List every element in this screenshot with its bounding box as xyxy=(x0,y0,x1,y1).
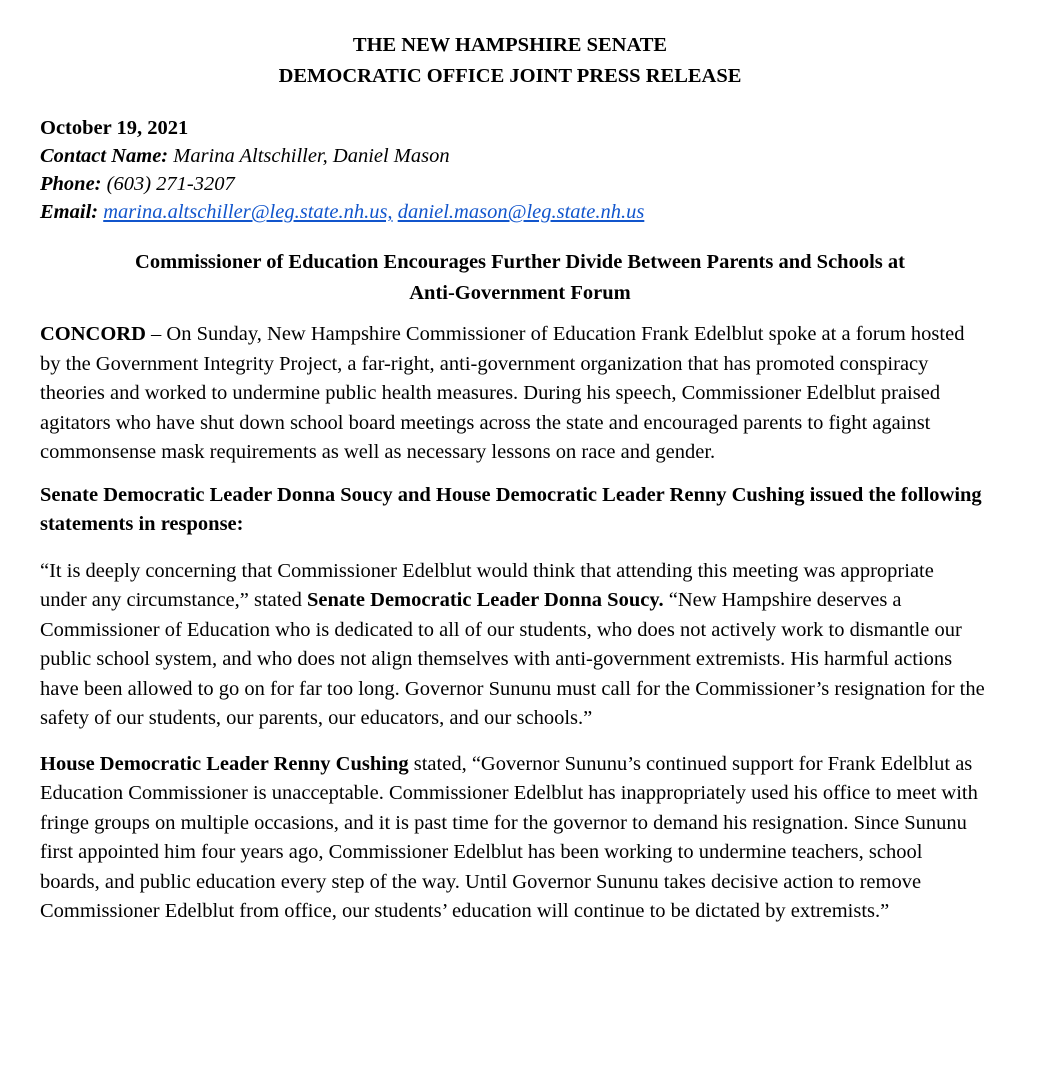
soucy-quote-start: “It is deeply concerning that Commissioner Edelblut would think that attending this meeting was appropriate under any circumstance,” stated xyxy=(40,559,934,611)
contact-name-row xyxy=(40,142,980,170)
email-link-altschiller[interactable]: marina.altschiller@leg.state.nh.us, xyxy=(103,201,393,223)
email-link-mason[interactable]: daniel.mason@leg.state.nh.us xyxy=(397,201,645,223)
paragraph-statements-intro: Senate Democratic Leader Donna Soucy and House Democratic Leader Renny Cushing issued the following statements in response: xyxy=(40,483,982,535)
contact-name-label: Contact Name: xyxy=(40,145,169,167)
press-release-page xyxy=(40,30,985,927)
phone-value: (603) 271-3207 xyxy=(106,173,235,195)
contact-block xyxy=(40,114,980,226)
paragraph-cushing-quote xyxy=(40,750,985,927)
headline-line-1: Commissioner of Education Encourages Further Divide Between Parents and Schools at xyxy=(135,251,905,273)
paragraph-concord-text: – On Sunday, New Hampshire Commissioner of Education Frank Edelblut spoke at a forum hosted by the Government Integrity Project, a far-right, anti-government organization that has promoted conspiracy theories and worked to undermine public health measures. During his speech, Commissioner Edelblut praised agitators who have shut down school board meetings across the state and encouraged parents to fight against commonsense mask requirements as well as necessary lessons on race and gender. xyxy=(40,323,965,463)
press-release-headline xyxy=(40,247,1000,309)
paragraph-concord xyxy=(40,320,985,468)
header-line-senate: THE NEW HAMPSHIRE SENATE xyxy=(352,34,668,56)
paragraph-soucy-quote xyxy=(40,557,985,734)
header-line-press-release: DEMOCRATIC OFFICE JOINT PRESS RELEASE xyxy=(278,65,742,87)
document-header xyxy=(40,30,980,92)
release-date: October 19, 2021 xyxy=(40,117,189,139)
phone-label: Phone: xyxy=(40,173,102,195)
soucy-quote-end: “New Hampshire deserves a Commissioner of Education who is dedicated to all of our students, who does not actively work to dismantle our public school system, and who does not align themselves with anti-government extremists. His harmful actions have been allowed to go on for far too long. Governor Sununu must call for the Commissioner’s resignation for the safety of our students, our parents, our educators, and our schools.” xyxy=(40,589,985,729)
email-label: Email: xyxy=(40,201,99,223)
cushing-attribution: House Democratic Leader Renny Cushing xyxy=(40,752,409,775)
soucy-attribution: Senate Democratic Leader Donna Soucy. xyxy=(306,589,664,611)
email-row xyxy=(40,198,980,226)
cushing-quote-text: stated, “Governor Sununu’s continued support for Frank Edelblut as Education Commissioner is unacceptable. Commissioner Edelblut has inappropriately used his office to meet with fringe groups on multiple occasions, and it is past time for the governor to demand his resignation. Since Sununu first appointed him four years ago, Commissioner Edelblut has been working to undermine teachers, school boards, and public education every step of the way. Until Governor Sununu takes decisive action to remove Commissioner Edelblut from office, our students’ education will continue to be dictated by extremists.” xyxy=(40,752,978,922)
phone-row xyxy=(40,170,980,198)
headline-line-2: Anti-Government Forum xyxy=(409,282,631,304)
dateline: CONCORD xyxy=(40,323,146,345)
contact-name-value: Marina Altschiller, Daniel Mason xyxy=(173,145,450,167)
